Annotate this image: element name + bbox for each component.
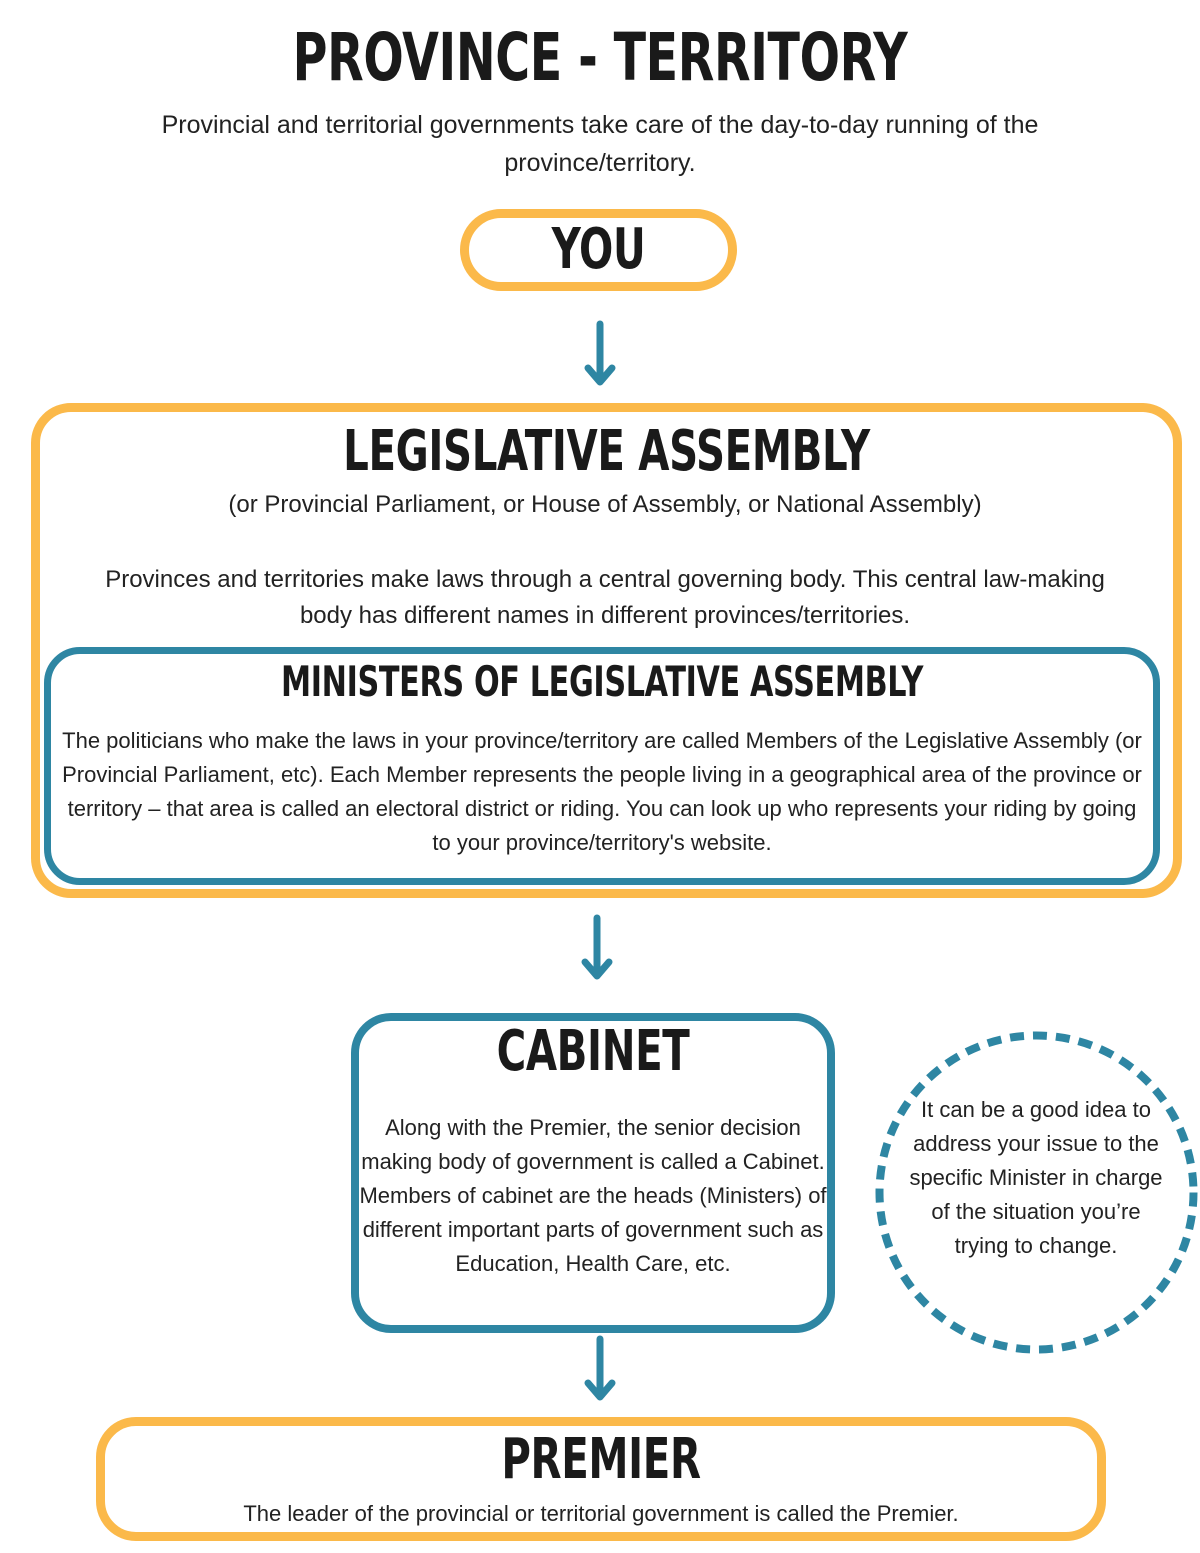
page-subtitle: Provincial and territorial governments take care of the day-to-day running of the province/territory. (161, 111, 1039, 177)
arrow-down-icon (580, 916, 614, 986)
ministers-title: MINISTERS OF LEGISLATIVE ASSEMBLY (280, 657, 923, 706)
arrow-down-icon (583, 322, 617, 392)
cabinet-description: Along with the Premier, the senior decision making body of government is called a Cabinet. Members of cabinet are the heads (Ministers) of different important parts of government such as Education, Health Care, etc. (359, 1115, 827, 1276)
tip-text: It can be a good idea to address your issue to the specific Minister in charge of the situation you’re trying to change. (909, 1097, 1163, 1258)
ministers-description: The politicians who make the laws in your province/territory are called Members of the Legislative Assembly (or Provincial Parliament, etc). Each Member represents the people living in a geographical area of the province or territory – that area is called an electoral district or riding. You can look up who represents your riding by going to your province/territory's website. (62, 728, 1142, 855)
legislative-assembly-title: LEGISLATIVE ASSEMBLY (343, 419, 870, 484)
premier-title: PREMIER (501, 1427, 701, 1492)
arrow-down-icon (583, 1337, 617, 1407)
cabinet-title: CABINET (496, 1019, 690, 1084)
legislative-assembly-alternate-names: (or Provincial Parliament, or House of Assembly, or National Assembly) (228, 491, 982, 518)
premier-description: The leader of the provincial or territorial government is called the Premier. (243, 1501, 959, 1526)
page-title: PROVINCE - TERRITORY (292, 19, 908, 96)
you-label: YOU (551, 217, 646, 282)
legislative-assembly-description: Provinces and territories make laws through a central governing body. This central law-making body has different names in different provinces/territories. (105, 566, 1105, 629)
